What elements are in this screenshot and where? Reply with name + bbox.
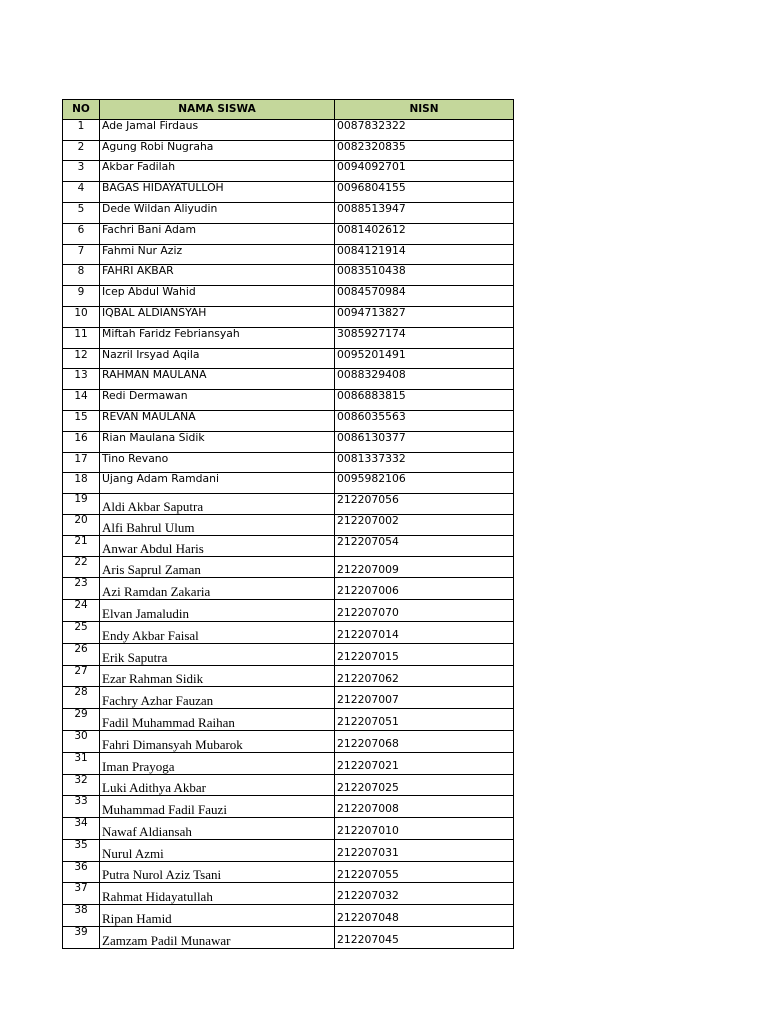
cell-nisn[interactable]: 212207070 (335, 600, 514, 622)
cell-name[interactable]: Miftah Faridz Febriansyah (100, 327, 335, 348)
cell-name[interactable]: Putra Nurol Aziz Tsani (100, 861, 335, 883)
cell-name[interactable]: Fahmi Nur Aziz (100, 244, 335, 265)
table-row (63, 818, 514, 840)
table-row (63, 665, 514, 687)
cell-nisn[interactable]: 212207014 (335, 621, 514, 643)
cell-name[interactable]: Rian Maulana Sidik (100, 431, 335, 452)
table-row (63, 774, 514, 796)
cell-nisn[interactable]: 0088513947 (335, 202, 514, 223)
table-row (63, 687, 514, 709)
cell-no[interactable]: 26 (63, 643, 100, 665)
cell-name[interactable]: Elvan Jamaludin (100, 600, 335, 622)
cell-name[interactable]: Nawaf Aldiansah (100, 818, 335, 840)
cell-name[interactable]: Aris Saprul Zaman (100, 556, 335, 578)
table-row (63, 861, 514, 883)
cell-name[interactable]: Fachri Bani Adam (100, 223, 335, 244)
cell-name[interactable]: Agung Robi Nugraha (100, 140, 335, 161)
cell-nisn[interactable]: 212207015 (335, 643, 514, 665)
cell-name[interactable]: Erik Saputra (100, 643, 335, 665)
cell-name[interactable]: FAHRI AKBAR (100, 265, 335, 286)
cell-no[interactable]: 13 (63, 369, 100, 390)
cell-no[interactable]: 27 (63, 665, 100, 687)
table-row (63, 600, 514, 622)
cell-no[interactable]: 37 (63, 883, 100, 905)
cell-name[interactable]: Rahmat Hidayatullah (100, 883, 335, 905)
cell-name[interactable]: Aldi Akbar Saputra (100, 494, 335, 515)
cell-no[interactable]: 28 (63, 687, 100, 709)
cell-nisn[interactable]: 212207031 (335, 839, 514, 861)
cell-name[interactable]: Ezar Rahman Sidik (100, 665, 335, 687)
cell-name[interactable]: Fachry Azhar Fauzan (100, 687, 335, 709)
cell-no[interactable]: 6 (63, 223, 100, 244)
cell-no[interactable]: 21 (63, 535, 100, 556)
table-row (63, 709, 514, 731)
cell-no[interactable]: 11 (63, 327, 100, 348)
cell-nisn[interactable]: 0095201491 (335, 348, 514, 369)
cell-name[interactable]: Akbar Fadilah (100, 161, 335, 182)
cell-name[interactable]: IQBAL ALDIANSYAH (100, 306, 335, 327)
cell-name[interactable]: Anwar Abdul Haris (100, 535, 335, 556)
cell-name[interactable]: Nazril Irsyad Aqila (100, 348, 335, 369)
table-row (63, 327, 514, 348)
header-name[interactable]: NAMA SISWA (100, 100, 335, 120)
cell-no[interactable]: 14 (63, 390, 100, 411)
cell-no[interactable]: 7 (63, 244, 100, 265)
cell-no[interactable]: 36 (63, 861, 100, 883)
table-row (63, 348, 514, 369)
table-row (63, 905, 514, 927)
table-row (63, 796, 514, 818)
cell-nisn[interactable]: 0087832322 (335, 119, 514, 140)
cell-name[interactable]: Redi Dermawan (100, 390, 335, 411)
cell-no[interactable]: 24 (63, 600, 100, 622)
cell-no[interactable]: 19 (63, 494, 100, 515)
cell-no[interactable]: 1 (63, 119, 100, 140)
cell-name[interactable]: REVAN MAULANA (100, 410, 335, 431)
cell-nisn[interactable]: 212207009 (335, 556, 514, 578)
table-row (63, 140, 514, 161)
table-row (63, 839, 514, 861)
cell-no[interactable]: 2 (63, 140, 100, 161)
table-row (63, 578, 514, 600)
cell-name[interactable]: Muhammad Fadil Fauzi (100, 796, 335, 818)
cell-no[interactable]: 10 (63, 306, 100, 327)
cell-nisn[interactable]: 0083510438 (335, 265, 514, 286)
cell-nisn[interactable]: 212207055 (335, 861, 514, 883)
table-row (63, 244, 514, 265)
table-row (63, 752, 514, 774)
cell-nisn[interactable]: 212207007 (335, 687, 514, 709)
cell-name[interactable]: Nurul Azmi (100, 839, 335, 861)
cell-nisn[interactable]: 0086130377 (335, 431, 514, 452)
cell-nisn[interactable]: 0088329408 (335, 369, 514, 390)
cell-no[interactable]: 35 (63, 839, 100, 861)
cell-name[interactable]: Dede Wildan Aliyudin (100, 202, 335, 223)
table-row (63, 927, 514, 949)
cell-nisn[interactable]: 212207025 (335, 774, 514, 796)
cell-no[interactable]: 17 (63, 452, 100, 473)
cell-no[interactable]: 33 (63, 796, 100, 818)
cell-name[interactable]: Iman Prayoga (100, 752, 335, 774)
table-row (63, 494, 514, 515)
cell-nisn[interactable]: 212207068 (335, 730, 514, 752)
cell-nisn[interactable]: 212207002 (335, 514, 514, 535)
cell-name[interactable]: Ujang Adam Ramdani (100, 473, 335, 494)
cell-nisn[interactable]: 212207051 (335, 709, 514, 731)
cell-no[interactable]: 32 (63, 774, 100, 796)
cell-no[interactable]: 18 (63, 473, 100, 494)
table-row (63, 306, 514, 327)
cell-nisn[interactable]: 0095982106 (335, 473, 514, 494)
cell-nisn[interactable]: 3085927174 (335, 327, 514, 348)
cell-nisn[interactable]: 0081402612 (335, 223, 514, 244)
cell-no[interactable]: 22 (63, 556, 100, 578)
table-row (63, 223, 514, 244)
table-row (63, 730, 514, 752)
cell-no[interactable]: 39 (63, 927, 100, 949)
cell-name[interactable]: Luki Adithya Akbar (100, 774, 335, 796)
cell-no[interactable]: 23 (63, 578, 100, 600)
cell-no[interactable]: 15 (63, 410, 100, 431)
cell-nisn[interactable]: 212207008 (335, 796, 514, 818)
cell-no[interactable]: 9 (63, 286, 100, 307)
table-row (63, 556, 514, 578)
table-row (63, 621, 514, 643)
table-row (63, 535, 514, 556)
cell-nisn[interactable]: 0082320835 (335, 140, 514, 161)
table-row (63, 286, 514, 307)
cell-name[interactable]: Icep Abdul Wahid (100, 286, 335, 307)
cell-nisn[interactable]: 212207056 (335, 494, 514, 515)
table-row (63, 202, 514, 223)
header-no[interactable]: NO (63, 100, 100, 120)
cell-nisn[interactable]: 212207006 (335, 578, 514, 600)
cell-name[interactable]: Fadil Muhammad Raihan (100, 709, 335, 731)
student-table (62, 99, 514, 949)
table-row (63, 643, 514, 665)
cell-no[interactable]: 3 (63, 161, 100, 182)
cell-no[interactable]: 34 (63, 818, 100, 840)
cell-nisn[interactable]: 0081337332 (335, 452, 514, 473)
cell-nisn[interactable]: 0086883815 (335, 390, 514, 411)
table-row (63, 265, 514, 286)
cell-nisn[interactable]: 0084121914 (335, 244, 514, 265)
cell-name[interactable]: Zamzam Padil Munawar (100, 927, 335, 949)
cell-no[interactable]: 8 (63, 265, 100, 286)
cell-no[interactable]: 5 (63, 202, 100, 223)
cell-nisn[interactable]: 0084570984 (335, 286, 514, 307)
cell-nisn[interactable]: 212207054 (335, 535, 514, 556)
header-row (63, 100, 514, 120)
cell-nisn[interactable]: 0094092701 (335, 161, 514, 182)
cell-nisn[interactable]: 212207010 (335, 818, 514, 840)
cell-nisn[interactable]: 0096804155 (335, 182, 514, 203)
table-row (63, 473, 514, 494)
cell-name[interactable]: Alfi Bahrul Ulum (100, 514, 335, 535)
cell-no[interactable]: 12 (63, 348, 100, 369)
cell-nisn[interactable]: 212207048 (335, 905, 514, 927)
cell-no[interactable]: 30 (63, 730, 100, 752)
table-row (63, 514, 514, 535)
cell-nisn[interactable]: 212207045 (335, 927, 514, 949)
header-nisn[interactable]: NISN (335, 100, 514, 120)
table-row (63, 369, 514, 390)
table-row (63, 431, 514, 452)
cell-nisn[interactable]: 212207032 (335, 883, 514, 905)
cell-name[interactable]: Ade Jamal Firdaus (100, 119, 335, 140)
cell-name[interactable]: Tino Revano (100, 452, 335, 473)
cell-name[interactable]: BAGAS HIDAYATULLOH (100, 182, 335, 203)
cell-name[interactable]: Endy Akbar Faisal (100, 621, 335, 643)
cell-nisn[interactable]: 0094713827 (335, 306, 514, 327)
table-row (63, 119, 514, 140)
cell-no[interactable]: 29 (63, 709, 100, 731)
cell-no[interactable]: 25 (63, 621, 100, 643)
cell-no[interactable]: 31 (63, 752, 100, 774)
cell-nisn[interactable]: 212207021 (335, 752, 514, 774)
table-row (63, 883, 514, 905)
cell-name[interactable]: Ripan Hamid (100, 905, 335, 927)
cell-nisn[interactable]: 212207062 (335, 665, 514, 687)
table-row (63, 452, 514, 473)
cell-no[interactable]: 16 (63, 431, 100, 452)
cell-no[interactable]: 38 (63, 905, 100, 927)
cell-name[interactable]: Azi Ramdan Zakaria (100, 578, 335, 600)
table-row (63, 182, 514, 203)
table-row (63, 390, 514, 411)
cell-no[interactable]: 20 (63, 514, 100, 535)
cell-name[interactable]: RAHMAN MAULANA (100, 369, 335, 390)
cell-name[interactable]: Fahri Dimansyah Mubarok (100, 730, 335, 752)
cell-no[interactable]: 4 (63, 182, 100, 203)
table-row (63, 161, 514, 182)
table-row (63, 410, 514, 431)
cell-nisn[interactable]: 0086035563 (335, 410, 514, 431)
